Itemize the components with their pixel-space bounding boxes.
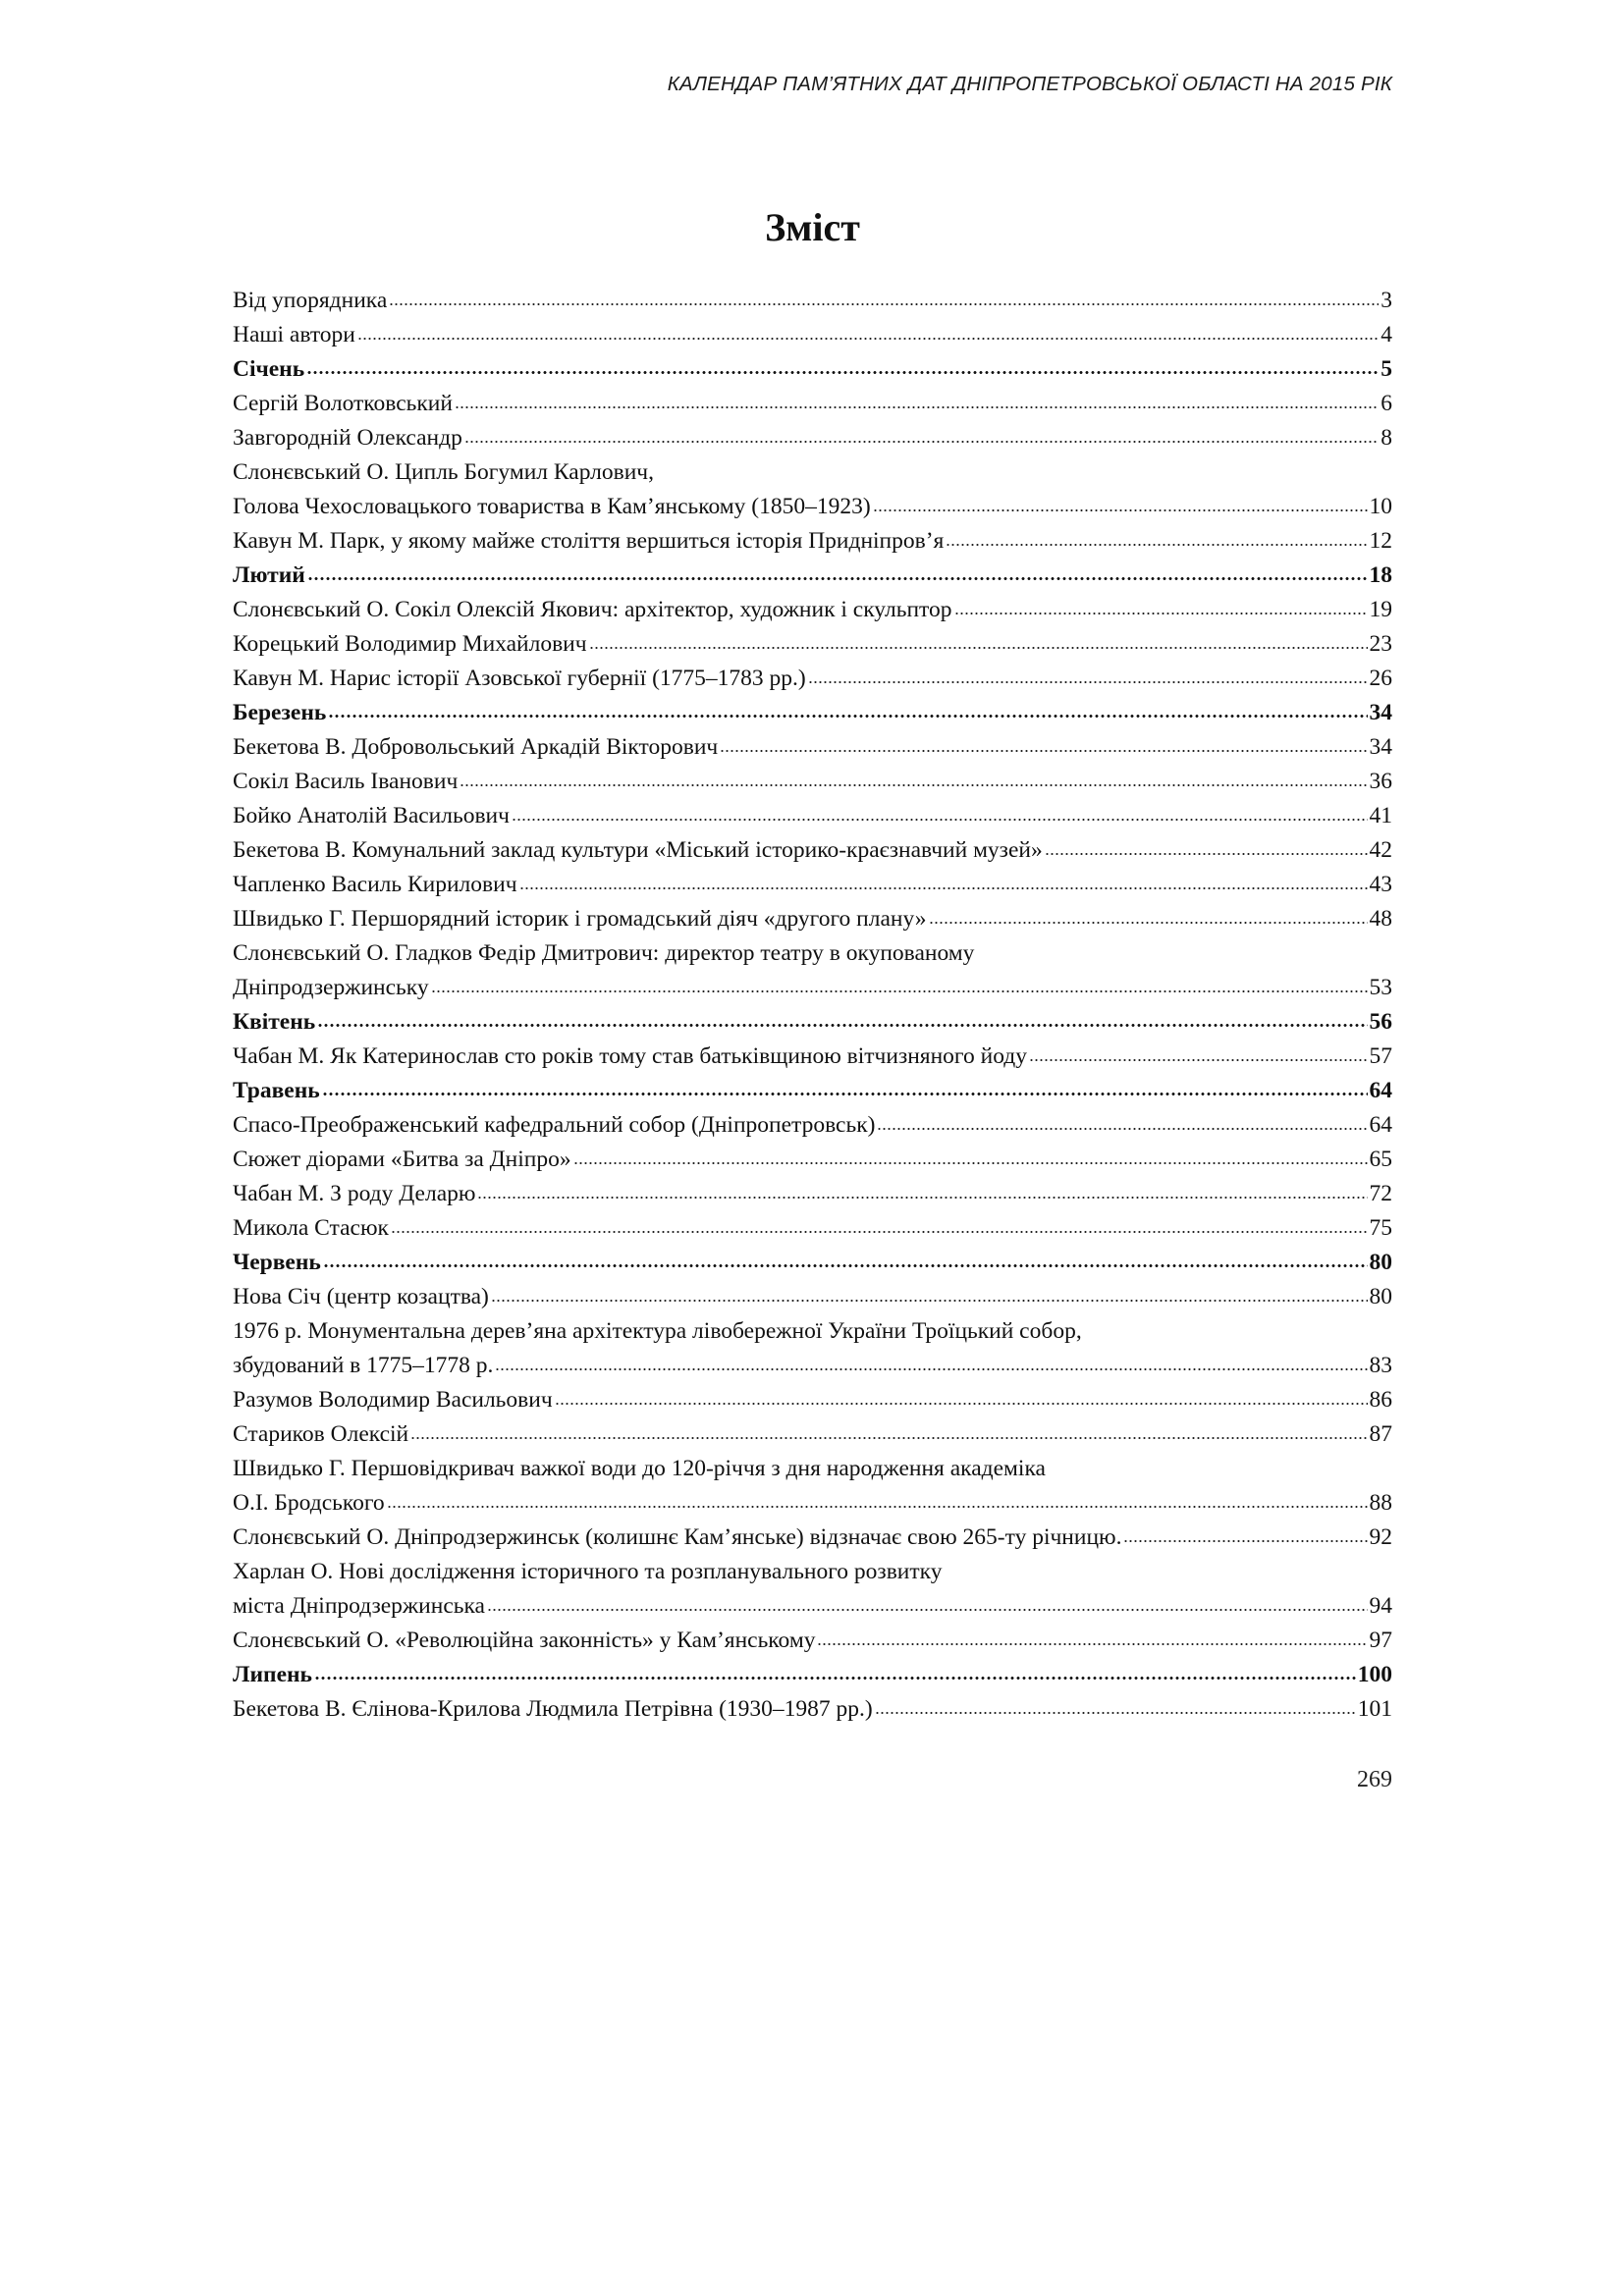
- toc-entry[interactable]: [233, 284, 1392, 318]
- toc-entry-title: Лютий: [233, 562, 305, 588]
- toc-entry-title: Бекетова В. Комунальний заклад культури «Міський історико-краєзнавчий музей»: [233, 837, 1043, 863]
- dot-leader: [491, 1283, 1368, 1303]
- toc-entry-title: Стариков Олексій: [233, 1421, 409, 1447]
- dot-leader: [495, 1352, 1367, 1371]
- toc-entry[interactable]: [233, 902, 1392, 936]
- toc-entry-title: Слонєвський О. Сокіл Олексій Якович: архітектор, художник і скульптор: [233, 597, 952, 622]
- toc-page-number: 26: [1369, 666, 1392, 691]
- toc-page-number: 6: [1380, 391, 1392, 416]
- toc-entry-title: Сокіл Василь Іванович: [233, 769, 459, 794]
- toc-page-number: 86: [1369, 1387, 1392, 1413]
- dot-leader: [460, 768, 1367, 787]
- toc-entry[interactable]: [233, 1040, 1392, 1074]
- toc-entry-title: Харлан О. Нові дослідження історичного та розпланувального розвитку: [233, 1559, 943, 1584]
- toc-entry-title: Сергій Волотковський: [233, 391, 453, 416]
- toc-page-number: 101: [1357, 1696, 1392, 1722]
- toc-entry-title: Бекетова В. Добровольський Аркадій Вікторович: [233, 734, 719, 760]
- toc-section-heading[interactable]: [233, 1074, 1392, 1108]
- toc-page-number: 72: [1369, 1181, 1392, 1206]
- dot-leader: [322, 1077, 1368, 1096]
- toc-entry[interactable]: [233, 1624, 1392, 1658]
- toc-entry-title: Нова Січ (центр козацтва): [233, 1284, 489, 1309]
- toc-entry-title: Липень: [233, 1662, 312, 1687]
- toc-page-number: 97: [1369, 1628, 1392, 1653]
- toc-entry[interactable]: [233, 799, 1392, 833]
- toc-entry[interactable]: [233, 833, 1392, 868]
- dot-leader: [720, 733, 1367, 753]
- toc-entry-title: збудований в 1775–1778 р.: [233, 1353, 494, 1378]
- toc-page-number: 64: [1369, 1112, 1392, 1138]
- toc-entry[interactable]: [233, 524, 1392, 559]
- toc-page-number: 34: [1369, 700, 1392, 725]
- dot-leader: [512, 802, 1368, 822]
- toc-entry-title: Слонєвський О. Дніпродзержинськ (колишнє Кам’янське) відзначає свою 265-ту річницю.: [233, 1524, 1122, 1550]
- running-header: КАЛЕНДАР ПАМ’ЯТНИХ ДАТ ДНІПРОПЕТРОВСЬКОЇ ОБЛАСТІ НА 2015 РІК: [667, 73, 1392, 95]
- toc-page-number: 75: [1369, 1215, 1392, 1241]
- toc-entry-title: Завгородній Олександр: [233, 425, 462, 451]
- toc-entry[interactable]: [233, 1108, 1392, 1143]
- toc-entry[interactable]: [233, 593, 1392, 627]
- toc-page-number: 94: [1369, 1593, 1392, 1619]
- toc-entry-title: Кавун М. Нарис історії Азовської губернії (1775–1783 рр.): [233, 666, 806, 691]
- toc-entry[interactable]: [233, 1211, 1392, 1246]
- toc-entry[interactable]: [233, 1452, 1392, 1486]
- dot-leader: [410, 1420, 1367, 1440]
- toc-entry-title: Слонєвський О. Гладков Федір Дмитрович: директор театру в окупованому: [233, 940, 975, 966]
- toc-section-heading[interactable]: [233, 1005, 1392, 1040]
- toc-page-number: 56: [1369, 1009, 1392, 1035]
- toc-page-number: 12: [1369, 528, 1392, 554]
- toc-entry-title: Микола Стасюк: [233, 1215, 389, 1241]
- toc-entry[interactable]: [233, 1589, 1392, 1624]
- toc-page-number: 5: [1380, 356, 1392, 382]
- dot-leader: [391, 1214, 1368, 1234]
- toc-entry[interactable]: [233, 936, 1392, 971]
- toc-entry-title: 1976 р. Монументальна дерев’яна архітектура лівобережної України Троїцький собор,: [233, 1318, 1082, 1344]
- dot-leader: [357, 321, 1379, 341]
- toc-entry[interactable]: [233, 730, 1392, 765]
- toc-page-number: 65: [1369, 1147, 1392, 1172]
- toc-entry-title: Корецький Володимир Михайлович: [233, 631, 587, 657]
- dot-leader: [314, 1661, 1356, 1681]
- dot-leader: [954, 596, 1368, 615]
- toc-page-number: 42: [1369, 837, 1392, 863]
- dot-leader: [328, 699, 1367, 719]
- dot-leader: [877, 1111, 1367, 1131]
- toc-entry-title: Наші автори: [233, 322, 355, 347]
- toc-entry[interactable]: [233, 1555, 1392, 1589]
- dot-leader: [455, 390, 1379, 409]
- toc-entry[interactable]: [233, 1383, 1392, 1417]
- toc-section-heading[interactable]: [233, 696, 1392, 730]
- dot-leader: [317, 1008, 1367, 1028]
- toc-entry[interactable]: [233, 1692, 1392, 1727]
- toc-entry[interactable]: [233, 318, 1392, 352]
- toc-page-number: 41: [1369, 803, 1392, 828]
- toc-entry-title: Кавун М. Парк, у якому майже століття вершиться історія Придніпров’я: [233, 528, 945, 554]
- toc-page-number: 87: [1369, 1421, 1392, 1447]
- toc-entry[interactable]: [233, 662, 1392, 696]
- toc-page-number: 34: [1369, 734, 1392, 760]
- toc-entry-title: Бойко Анатолій Васильович: [233, 803, 510, 828]
- toc-entry[interactable]: [233, 387, 1392, 421]
- toc-entry[interactable]: [233, 1417, 1392, 1452]
- dot-leader: [1045, 836, 1368, 856]
- toc-page-number: 4: [1380, 322, 1392, 347]
- toc-page-number: 3: [1380, 288, 1392, 313]
- dot-leader: [589, 630, 1368, 650]
- dot-leader: [464, 424, 1379, 444]
- toc-page-number: 43: [1369, 872, 1392, 897]
- dot-leader: [929, 905, 1368, 925]
- toc-entry-title: О.І. Бродського: [233, 1490, 385, 1516]
- toc-page-number: 80: [1369, 1284, 1392, 1309]
- toc-entry[interactable]: [233, 490, 1392, 524]
- dot-leader: [555, 1386, 1368, 1406]
- toc-entry-title: Сюжет діорами «Битва за Дніпро»: [233, 1147, 571, 1172]
- toc-entry[interactable]: [233, 1280, 1392, 1314]
- toc-entry-title: Чапленко Василь Кирилович: [233, 872, 517, 897]
- toc-entry[interactable]: [233, 971, 1392, 1005]
- toc-entry[interactable]: [233, 421, 1392, 455]
- toc-entry-title: міста Дніпродзержинська: [233, 1593, 485, 1619]
- dot-leader: [1029, 1042, 1368, 1062]
- dot-leader: [519, 871, 1368, 890]
- toc-page-number: 64: [1369, 1078, 1392, 1103]
- dot-leader: [808, 665, 1368, 684]
- toc-entry-title: Швидько Г. Першовідкривач важкої води до 120-річчя з дня народження академіка: [233, 1456, 1046, 1481]
- toc-entry[interactable]: [233, 1349, 1392, 1383]
- toc-entry[interactable]: [233, 1486, 1392, 1521]
- toc-page-number: 19: [1369, 597, 1392, 622]
- toc-entry[interactable]: [233, 627, 1392, 662]
- toc-section-heading[interactable]: [233, 1246, 1392, 1280]
- toc-entry-title: Чабан М. З роду Деларю: [233, 1181, 476, 1206]
- toc-entry[interactable]: [233, 1314, 1392, 1349]
- dot-leader: [477, 1180, 1367, 1200]
- toc-entry[interactable]: [233, 1521, 1392, 1555]
- dot-leader: [875, 1695, 1356, 1715]
- toc-entry[interactable]: [233, 455, 1392, 490]
- dot-leader: [323, 1249, 1368, 1268]
- toc-entry-title: Слонєвський О. Ципль Богумил Карлович,: [233, 459, 654, 485]
- toc-page-number: 8: [1380, 425, 1392, 451]
- dot-leader: [306, 355, 1379, 375]
- page-title: Зміст: [765, 205, 860, 249]
- dot-leader: [307, 561, 1368, 581]
- toc-entry-title: Дніпродзержинську: [233, 975, 429, 1000]
- toc-page-number: 48: [1369, 906, 1392, 932]
- toc-entry-title: Січень: [233, 356, 305, 382]
- toc-entry-title: Спасо-Преображенський кафедральний собор (Дніпропетровськ): [233, 1112, 876, 1138]
- toc-entry[interactable]: [233, 1143, 1392, 1177]
- toc-section-heading[interactable]: [233, 1658, 1392, 1692]
- toc-entry-title: Слонєвський О. «Революційна законність» у Кам’янському: [233, 1628, 816, 1653]
- toc-section-heading[interactable]: [233, 352, 1392, 387]
- toc-page-number: 80: [1369, 1250, 1392, 1275]
- toc-page-number: 88: [1369, 1490, 1392, 1516]
- toc-entry-title: Травень: [233, 1078, 320, 1103]
- toc-entry-title: Чабан М. Як Катеринослав сто років тому став батьківщиною вітчизняного йоду: [233, 1043, 1027, 1069]
- toc-entry-title: Бекетова В. Єлінова-Крилова Людмила Петрівна (1930–1987 рр.): [233, 1696, 873, 1722]
- toc-entry-title: Голова Чехословацького товариства в Кам’янському (1850–1923): [233, 494, 871, 519]
- dot-leader: [573, 1146, 1368, 1165]
- dot-leader: [487, 1592, 1368, 1612]
- toc-entry[interactable]: [233, 1177, 1392, 1211]
- toc-page-number: 10: [1369, 494, 1392, 519]
- toc-entry-title: Березень: [233, 700, 327, 725]
- toc-entry-title: Швидько Г. Першорядний історик і громадський діяч «другого плану»: [233, 906, 927, 932]
- dot-leader: [389, 287, 1379, 306]
- dot-leader: [387, 1489, 1368, 1509]
- dot-leader: [431, 974, 1368, 993]
- toc-page-number: 100: [1357, 1662, 1392, 1687]
- toc-entry-title: Червень: [233, 1250, 321, 1275]
- page-number: 269: [1357, 1767, 1392, 1792]
- toc-page-number: 92: [1369, 1524, 1392, 1550]
- toc-page-number: 36: [1369, 769, 1392, 794]
- toc-section-heading[interactable]: [233, 559, 1392, 593]
- toc-entry[interactable]: [233, 868, 1392, 902]
- dot-leader: [817, 1627, 1367, 1646]
- toc-page-number: 18: [1369, 562, 1392, 588]
- toc-entry[interactable]: [233, 765, 1392, 799]
- toc-entry-title: Від упорядника: [233, 288, 388, 313]
- dot-leader: [946, 527, 1367, 547]
- toc-page-number: 57: [1369, 1043, 1392, 1069]
- toc-page-number: 53: [1369, 975, 1392, 1000]
- toc-entry-title: Квітень: [233, 1009, 316, 1035]
- toc-entry-title: Разумов Володимир Васильович: [233, 1387, 553, 1413]
- toc-page-number: 83: [1369, 1353, 1392, 1378]
- table-of-contents: [233, 284, 1392, 1727]
- dot-leader: [873, 493, 1368, 512]
- toc-page-number: 23: [1369, 631, 1392, 657]
- dot-leader: [1123, 1523, 1367, 1543]
